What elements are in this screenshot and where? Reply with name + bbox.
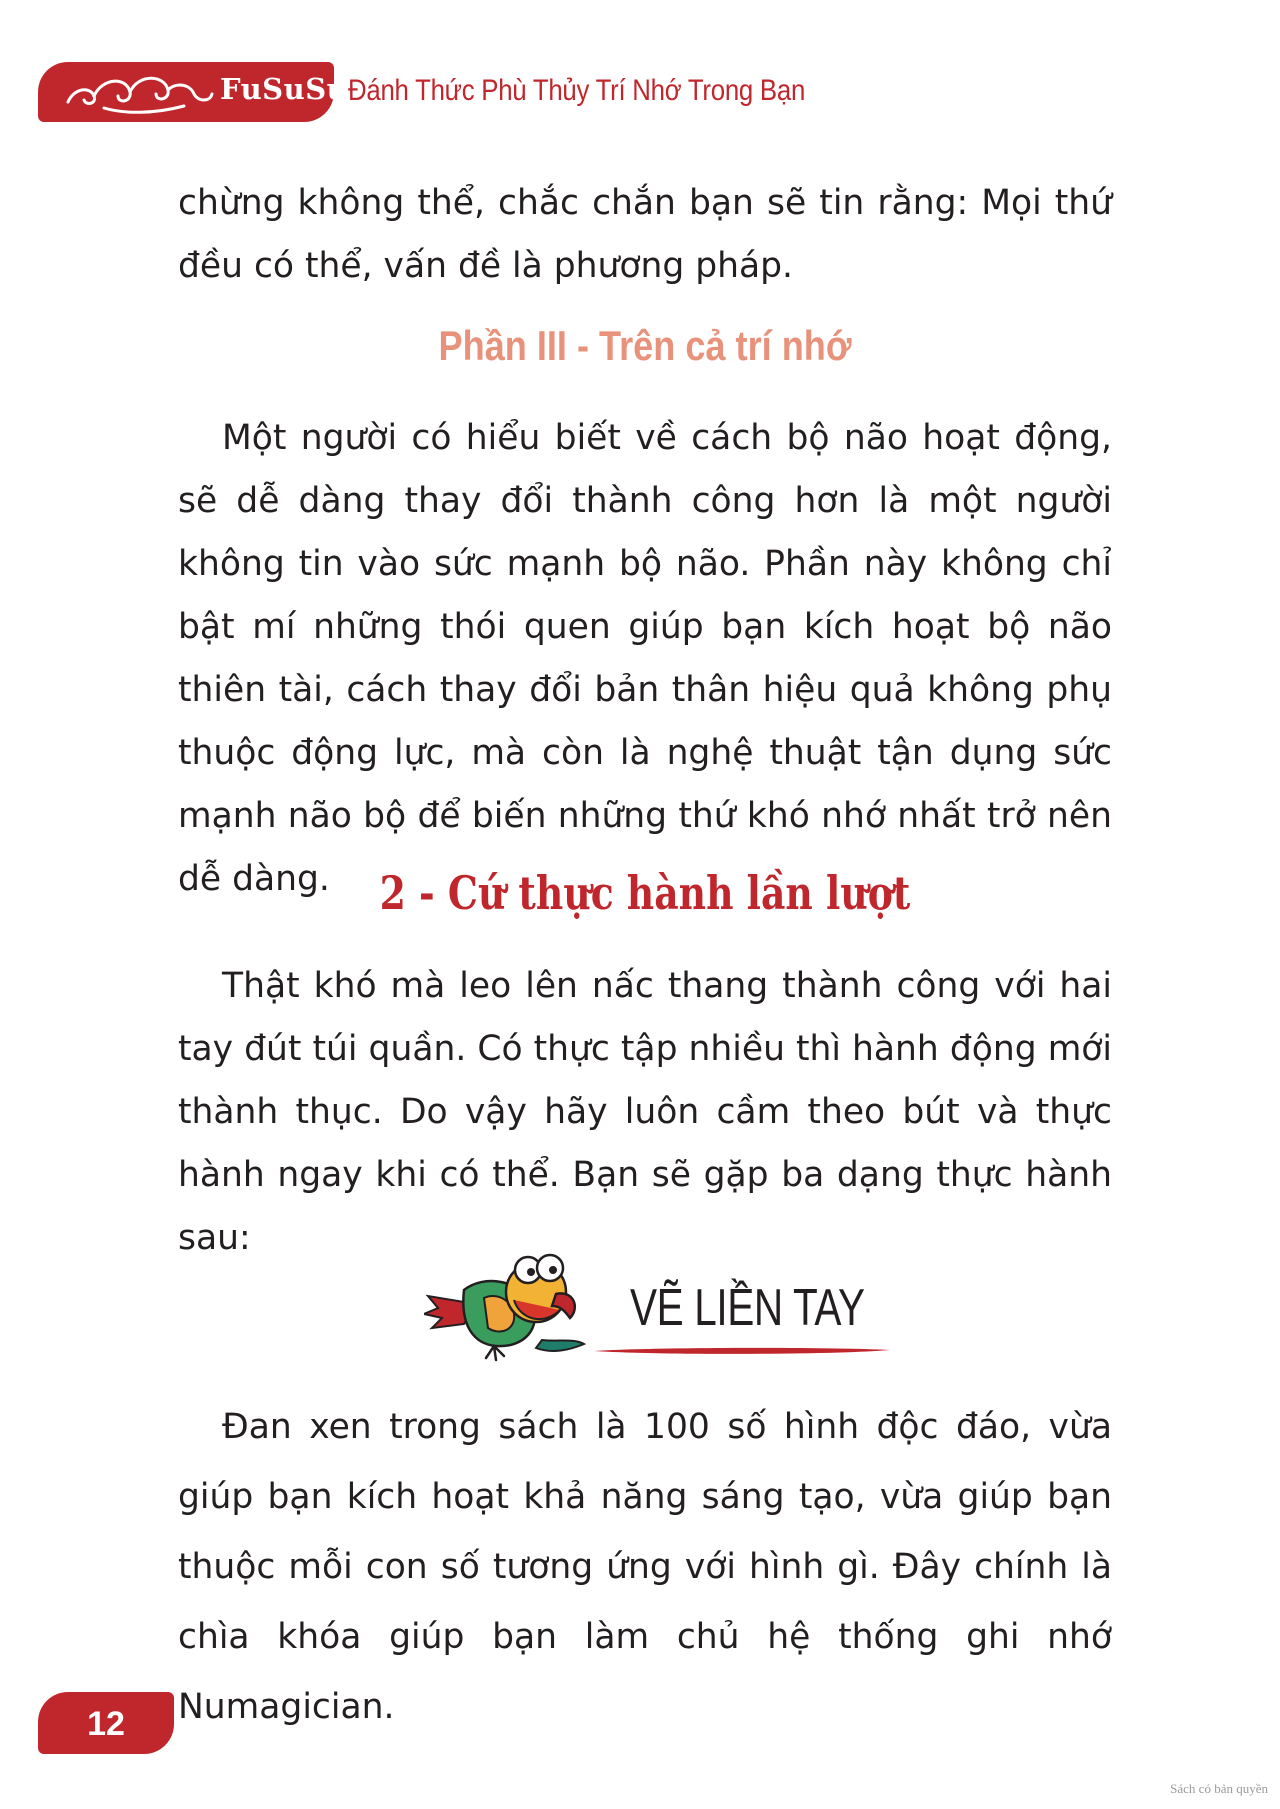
part-three-heading: Phần III - Trên cả trí nhớ xyxy=(438,322,852,369)
part-three-paragraph: Một người có hiểu biết về cách bộ não hoạt động, sẽ dễ dàng thay đổi thành công hơn là một người không tin vào sức mạnh bộ não. Phần này không chỉ bật mí những thói quen giúp bạn kích hoạt bộ não thiên tài, cách thay đổi bản thân hiệu quả không phụ thuộc động lực, mà còn là nghệ thuật tận dụng sức mạnh não bộ để biến những thứ khó nhớ nhất trở nên dễ dàng. xyxy=(178,418,1112,899)
ornament-swirl-icon xyxy=(64,68,214,116)
practice-block xyxy=(178,1392,1112,1742)
intro-paragraph: chừng không thể, chắc chắn bạn sẽ tin rằng: Mọi thứ đều có thể, vấn đề là phương pháp. xyxy=(178,183,1112,286)
brand-logo-text: FuSuSu xyxy=(220,72,349,106)
running-header-title: Đánh Thức Phù Thủy Trí Nhớ Trong Bạn xyxy=(348,74,806,107)
practice-paragraph: Đan xen trong sách là 100 số hình độc đáo, vừa giúp bạn kích hoạt khả năng sáng tạo, vừa giúp bạn thuộc mỗi con số tương ứng với hình gì. Đây chính là chìa khóa giúp bạn làm chủ hệ thống ghi nhớ Numagician. xyxy=(178,1407,1112,1727)
intro-block xyxy=(178,172,1112,298)
page-number-tab xyxy=(38,1692,174,1754)
section-two-heading: 2 - Cứ thực hành lần lượt xyxy=(379,866,911,920)
practice-title: VẼ LIỀN TAY xyxy=(630,1279,865,1337)
page-number: 12 xyxy=(87,1705,125,1743)
header-brand-tab xyxy=(38,62,349,122)
copyright-note: Sách có bản quyền xyxy=(1170,1781,1268,1796)
practice-underline xyxy=(594,1346,890,1356)
part-three-block xyxy=(178,407,1112,911)
parrot-icon xyxy=(424,1250,596,1364)
section-two-paragraph: Thật khó mà leo lên nấc thang thành công với hai tay đút túi quần. Có thực tập nhiều thì hành động mới thành thục. Do vậy hãy luôn cầm theo bút và thực hành ngay khi có thể. Bạn sẽ gặp ba dạng thực hành sau: xyxy=(178,966,1112,1258)
section-two-block xyxy=(178,955,1112,1270)
